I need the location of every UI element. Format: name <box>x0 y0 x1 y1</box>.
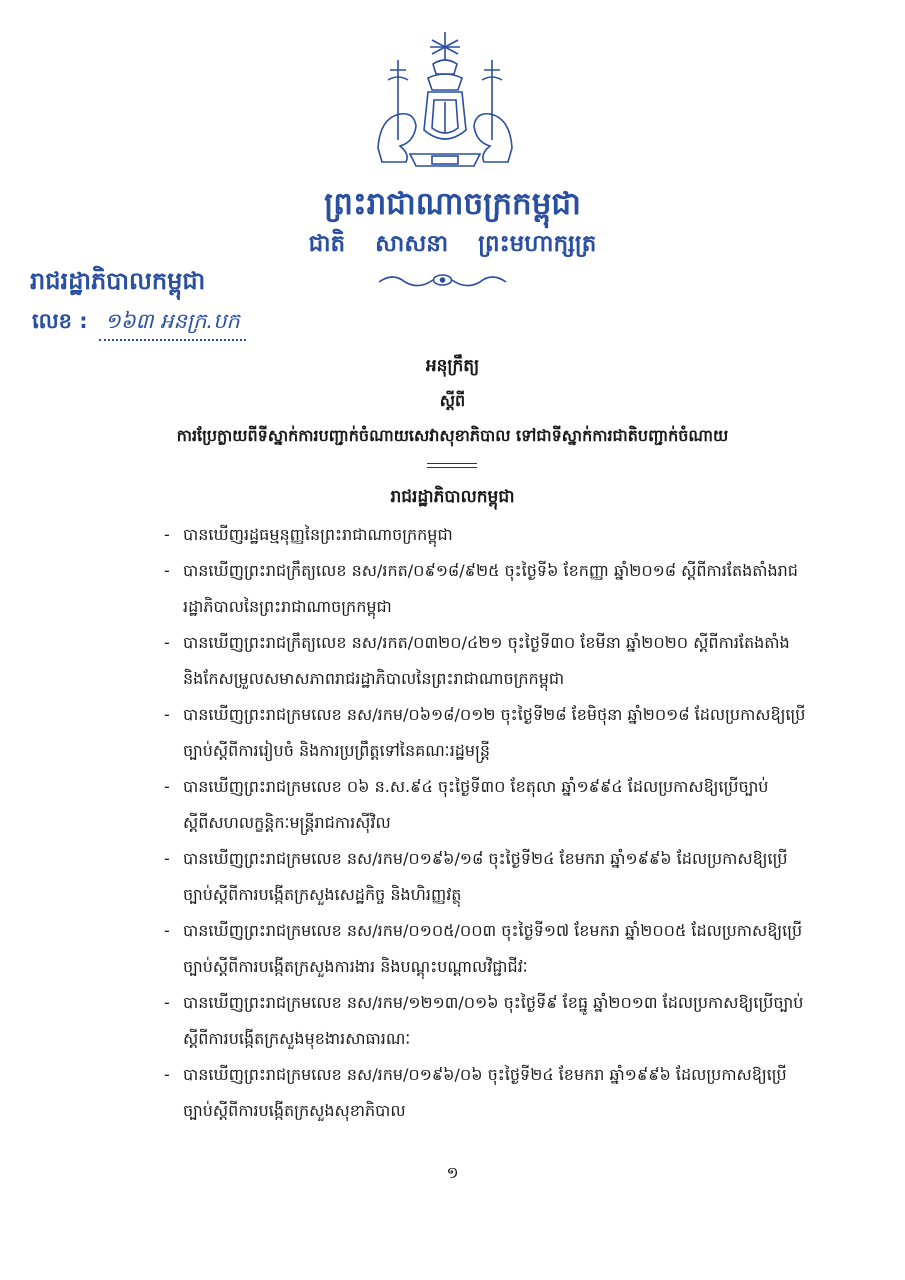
national-motto: ជាតិ សាសនា ព្រះមហាក្សត្រ <box>308 231 597 257</box>
list-item: - បានឃើញព្រះរាជក្រមលេខ ០៦ ន.ស.៩៤ ចុះថ្ងៃទី៣០ ខែតុលា ឆ្នាំ១៩៩៤ ដែលប្រកាសឱ្យប្រើច្បាប់ស្តីពីសហលក្ខន្តិកៈមន្ត្រីរាជការស៊ីវិល <box>0 769 905 841</box>
document-number-value: ១៦៣ អនក្រ.បក <box>99 308 246 341</box>
list-item-text: បានឃើញព្រះរាជក្រមលេខ ០៦ ន.ស.៩៤ ចុះថ្ងៃទី៣០ ខែតុលា ឆ្នាំ១៩៩៤ ដែលប្រកាសឱ្យប្រើច្បាប់ស្តីពីសហលក្ខន្តិកៈមន្ត្រីរាជការស៊ីវិល <box>183 777 769 832</box>
page-number: ១ <box>446 1163 459 1182</box>
document-number-label: លេខ : <box>32 309 88 333</box>
government-name: រាជរដ្ឋាភិបាលកម្ពុជា <box>30 267 206 295</box>
kingdom-title: ព្រះរាជាណាចក្រកម្ពុជា <box>324 186 581 222</box>
issuing-authority: រាជរដ្ឋាភិបាលកម្ពុជា <box>390 487 515 507</box>
list-item-text: បានឃើញរដ្ឋធម្មនុញ្ញនៃព្រះរាជាណាចក្រកម្ពុជា <box>183 525 453 544</box>
list-item-text: បានឃើញព្រះរាជក្រឹត្យលេខ នស/រកត/០៩១៨/៩២៥ ចុះថ្ងៃទី៦ ខែកញ្ញា ឆ្នាំ២០១៨ ស្តីពីការតែងតាំងរាជរដ្ឋាភិបាលនៃព្រះរាជាណាចក្រកម្ពុជា <box>183 561 798 616</box>
list-item-text: បានឃើញព្រះរាជក្រមលេខ នស/រកម/០៦១៨/០១២ ចុះថ្ងៃទី២៨ ខែមិថុនា ឆ្នាំ២០១៨ ដែលប្រកាសឱ្យប្រើច្បាប់ស្តីពីការរៀបចំ និងការប្រព្រឹត្តទៅនៃគណៈរដ្ឋមន្ត្រី <box>183 705 806 760</box>
list-item-text: បានឃើញព្រះរាជក្រមលេខ នស/រកម/០១៩៦/១៨ ចុះថ្ងៃទី២៤ ខែមករា ឆ្នាំ១៩៩៦ ដែលប្រកាសឱ្យប្រើច្បាប់ស្តីពីការបង្កើតក្រសួងសេដ្ឋកិច្ច និងហិរញ្ញវត្ថុ <box>183 849 788 904</box>
document-title: អនុក្រឹត្យ <box>425 356 480 376</box>
list-item: - បានឃើញព្រះរាជក្រមលេខ នស/រកម/០៦១៨/០១២ ចុះថ្ងៃទី២៨ ខែមិថុនា ឆ្នាំ២០១៨ ដែលប្រកាសឱ្យប្រើច្បាប់ស្តីពីការរៀបចំ និងការប្រព្រឹត្តទៅនៃគណៈរដ្ឋមន្ត្រី <box>0 697 905 769</box>
document-about: ស្តីពី <box>439 391 466 410</box>
royal-emblem-icon <box>370 30 520 170</box>
list-item: - បានឃើញព្រះរាជក្រឹត្យលេខ នស/រកត/០៩១៨/៩២៥ ចុះថ្ងៃទី៦ ខែកញ្ញា ឆ្នាំ២០១៨ ស្តីពីការតែងតាំងរាជរដ្ឋាភិបាលនៃព្រះរាជាណាចក្រកម្ពុជា <box>0 553 905 625</box>
title-divider <box>427 463 477 468</box>
list-item-text: បានឃើញព្រះរាជក្រមលេខ នស/រកម/០១០៥/០០៣ ចុះថ្ងៃទី១៧ ខែមករា ឆ្នាំ២០០៥ ដែលប្រកាសឱ្យប្រើច្បាប់ស្តីពីការបង្កើតក្រសួងការងារ និងបណ្តុះបណ្តាលវិជ្ជាជីវៈ <box>183 921 803 976</box>
document-number <box>32 308 246 341</box>
document-subject: ការប្រែក្លាយពីទីស្នាក់ការបញ្ជាក់ចំណាយសេវាសុខាភិបាល ទៅជាទីស្នាក់ការជាតិបញ្ជាក់ចំណាយ <box>176 426 729 445</box>
list-item: - បានឃើញរដ្ឋធម្មនុញ្ញនៃព្រះរាជាណាចក្រកម្ពុជា <box>0 517 905 553</box>
list-item: - បានឃើញព្រះរាជក្រមលេខ នស/រកម/០១៩៦/១៨ ចុះថ្ងៃទី២៤ ខែមករា ឆ្នាំ១៩៩៦ ដែលប្រកាសឱ្យប្រើច្បាប់ស្តីពីការបង្កើតក្រសួងសេដ្ឋកិច្ច និងហិរញ្ញវត្ថុ <box>0 841 905 913</box>
list-item: - បានឃើញព្រះរាជក្រមលេខ នស/រកម/១២១៣/០១៦ ចុះថ្ងៃទី៩ ខែធ្នូ ឆ្នាំ២០១៣ ដែលប្រកាសឱ្យប្រើច្បាប់ស្តីពីការបង្កើតក្រសួងមុខងារសាធារណៈ <box>0 985 905 1057</box>
ornamental-divider-icon <box>375 270 510 290</box>
list-item-text: បានឃើញព្រះរាជក្រឹត្យលេខ នស/រកត/០៣២០/៤២១ ចុះថ្ងៃទី៣០ ខែមីនា ឆ្នាំ២០២០ ស្តីពីការតែងតាំង និងកែសម្រួលសមាសភាពរាជរដ្ឋាភិបាលនៃព្រះរាជាណាចក្រកម្ពុជា <box>183 633 790 688</box>
considerations-list <box>0 517 905 1129</box>
list-item-text: បានឃើញព្រះរាជក្រមលេខ នស/រកម/០១៩៦/០៦ ចុះថ្ងៃទី២៤ ខែមករា ឆ្នាំ១៩៩៦ ដែលប្រកាសឱ្យប្រើច្បាប់ស្តីពីការបង្កើតក្រសួងសុខាភិបាល <box>183 1065 787 1120</box>
list-item: - បានឃើញព្រះរាជក្រមលេខ នស/រកម/០១០៥/០០៣ ចុះថ្ងៃទី១៧ ខែមករា ឆ្នាំ២០០៥ ដែលប្រកាសឱ្យប្រើច្បាប់ស្តីពីការបង្កើតក្រសួងការងារ និងបណ្តុះបណ្តាលវិជ្ជាជីវៈ <box>0 913 905 985</box>
list-item: - បានឃើញព្រះរាជក្រមលេខ នស/រកម/០១៩៦/០៦ ចុះថ្ងៃទី២៤ ខែមករា ឆ្នាំ១៩៩៦ ដែលប្រកាសឱ្យប្រើច្បាប់ស្តីពីការបង្កើតក្រសួងសុខាភិបាល <box>0 1057 905 1129</box>
list-item: - បានឃើញព្រះរាជក្រឹត្យលេខ នស/រកត/០៣២០/៤២១ ចុះថ្ងៃទី៣០ ខែមីនា ឆ្នាំ២០២០ ស្តីពីការតែងតាំង និងកែសម្រួលសមាសភាពរាជរដ្ឋាភិបាលនៃព្រះរាជាណាចក្រកម្ពុជា <box>0 625 905 697</box>
list-item-text: បានឃើញព្រះរាជក្រមលេខ នស/រកម/១២១៣/០១៦ ចុះថ្ងៃទី៩ ខែធ្នូ ឆ្នាំ២០១៣ ដែលប្រកាសឱ្យប្រើច្បាប់ស្តីពីការបង្កើតក្រសួងមុខងារសាធារណៈ <box>183 993 804 1048</box>
